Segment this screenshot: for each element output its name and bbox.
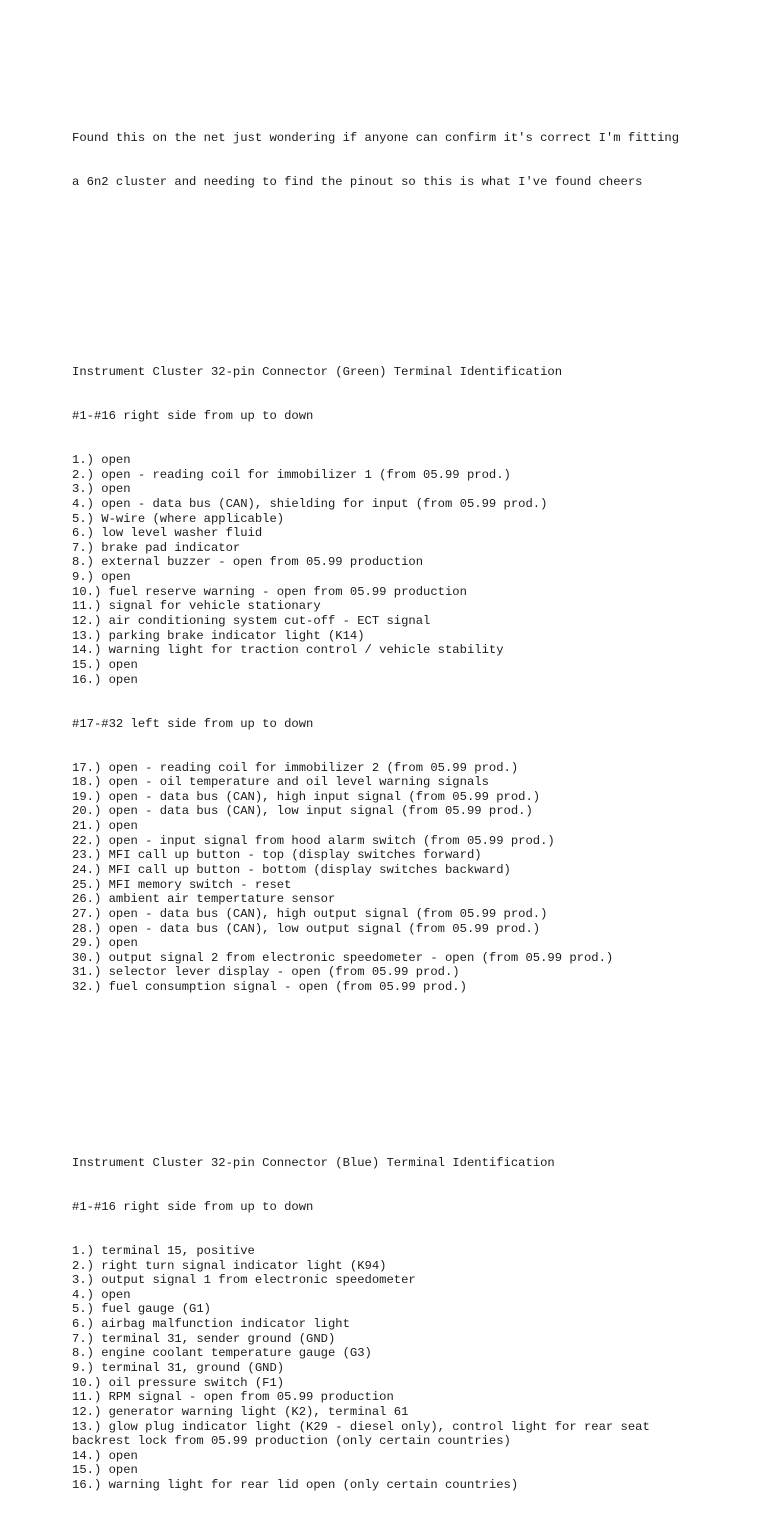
document-page [72,72,752,1537]
pin-entry: 24.) MFI call up button - bottom (display switches backward) [72,862,511,877]
pin-entry: 32.) fuel consumption signal - open (from 05.99 prod.) [72,980,467,995]
pin-entry: 14.) warning light for traction control / vehicle stability [72,643,504,658]
pin-entry: backrest lock from 05.99 production (only certain countries) [72,1434,511,1449]
pin-entry: 3.) output signal 1 from electronic speedometer [72,1273,416,1288]
pin-list-right [72,1244,752,1493]
pin-entry: 3.) open [72,482,131,497]
pin-entry: 29.) open [72,936,138,951]
pin-entry: 25.) MFI memory switch - reset [72,877,292,892]
pin-entry: 23.) MFI call up button - top (display switches forward) [72,848,482,863]
pin-entry: 22.) open - input signal from hood alarm switch (from 05.99 prod.) [72,833,555,848]
pin-entry: 18.) open - oil temperature and oil level warning signals [72,775,489,790]
pin-entry: 8.) external buzzer - open from 05.99 production [72,555,424,570]
pin-entry: 6.) low level washer fluid [72,526,263,541]
pin-entry: 30.) output signal 2 from electronic speedometer - open (from 05.99 prod.) [72,950,614,965]
section-subheading: #17-#32 left side from up to down [72,716,314,731]
pin-entry: 19.) open - data bus (CAN), high input signal (from 05.99 prod.) [72,789,541,804]
pin-entry: 9.) terminal 31, ground (GND) [72,1360,285,1375]
intro-paragraph [72,101,752,218]
pin-entry: 12.) generator warning light (K2), terminal 61 [72,1404,409,1419]
pin-entry: 13.) parking brake indicator light (K14) [72,628,365,643]
pin-entry: 11.) signal for vehicle stationary [72,599,321,614]
intro-line: a 6n2 cluster and needing to find the pinout so this is what I've found cheers [72,174,643,189]
pin-entry: 5.) fuel gauge (G1) [72,1302,211,1317]
pin-entry: 1.) terminal 15, positive [72,1243,255,1258]
pin-entry: 16.) warning light for rear lid open (only certain countries) [72,1478,519,1493]
pin-entry: 17.) open - reading coil for immobilizer 2 (from 05.99 prod.) [72,760,519,775]
spacer [72,1068,752,1083]
pin-entry: 7.) terminal 31, sender ground (GND) [72,1331,336,1346]
pin-entry: 21.) open [72,819,138,834]
pin-entry: 9.) open [72,570,131,585]
pin-entry: 2.) right turn signal indicator light (K94) [72,1258,387,1273]
pin-entry: 16.) open [72,672,138,687]
pin-list-right [72,453,752,687]
section-subheading: #1-#16 right side from up to down [72,1199,314,1214]
pin-entry: 6.) airbag malfunction indicator light [72,1317,350,1332]
intro-line: Found this on the net just wondering if anyone can confirm it's correct I'm fitting [72,130,680,145]
section-subheading: #1-#16 right side from up to down [72,409,314,424]
section-title: Instrument Cluster 32-pin Connector (Blue) Terminal Identification [72,1155,555,1170]
pin-entry: 5.) W-wire (where applicable) [72,511,285,526]
pin-entry: 15.) open [72,657,138,672]
pin-entry: 27.) open - data bus (CAN), high output signal (from 05.99 prod.) [72,906,548,921]
pin-entry: 10.) fuel reserve warning - open from 05.99 production [72,584,467,599]
pin-entry: 11.) RPM signal - open from 05.99 production [72,1390,394,1405]
pin-entry: 15.) open [72,1463,138,1478]
pin-entry: 1.) open [72,452,131,467]
pin-entry: 28.) open - data bus (CAN), low output signal (from 05.99 prod.) [72,921,541,936]
pin-entry: 10.) oil pressure switch (F1) [72,1375,285,1390]
section-title: Instrument Cluster 32-pin Connector (Green) Terminal Identification [72,365,563,380]
pin-entry: 12.) air conditioning system cut-off - ECT signal [72,614,431,629]
pin-entry: 13.) glow plug indicator light (K29 - diesel only), control light for rear seat [72,1419,650,1434]
pin-entry: 8.) engine coolant temperature gauge (G3) [72,1346,372,1361]
pin-entry: 14.) open [72,1448,138,1463]
green-connector-section [72,336,752,1024]
pin-entry: 31.) selector lever display - open (from 05.99 prod.) [72,965,460,980]
pin-entry: 4.) open - data bus (CAN), shielding for input (from 05.99 prod.) [72,496,548,511]
blue-connector-section [72,1127,752,1522]
spacer [72,263,752,292]
pin-entry: 26.) ambient air tempertature sensor [72,892,336,907]
pin-entry: 7.) brake pad indicator [72,540,241,555]
pin-list-left [72,761,752,995]
pin-entry: 2.) open - reading coil for immobilizer 1 (from 05.99 prod.) [72,467,511,482]
pin-entry: 4.) open [72,1287,131,1302]
pin-entry: 20.) open - data bus (CAN), low input signal (from 05.99 prod.) [72,804,533,819]
